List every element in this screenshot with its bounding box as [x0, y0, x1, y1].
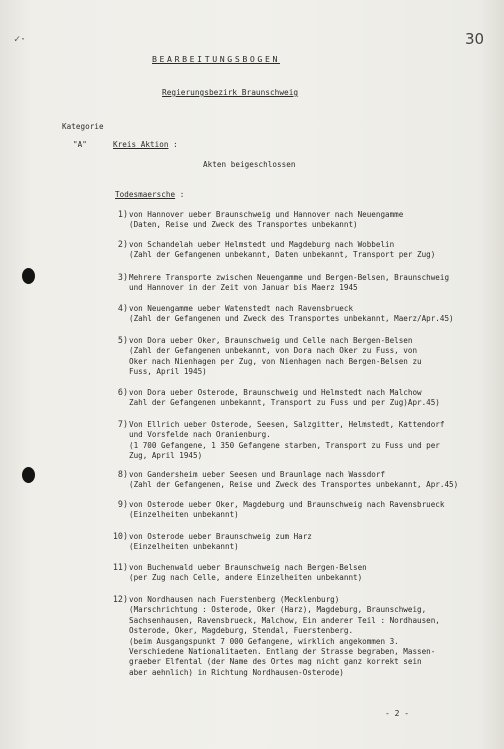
list-item-line: von Nordhausen nach Fuerstenberg (Mecklenburg)	[129, 595, 340, 604]
margin-mark: ✓·	[14, 34, 27, 45]
list-item-line: (1 700 Gefangene, 1 350 Gefangene starben, Transport zu Fuss und per	[129, 440, 440, 450]
page-number: 30	[465, 30, 485, 48]
list-item-line: (Zahl der Gefangenen und Zweck des Transportes unbekannt, Maerz/Apr.45)	[129, 314, 454, 324]
list-item-line: aber aehnlich) in Richtung Nordhausen-Osterode)	[129, 667, 344, 677]
kreis-aktion-heading	[113, 140, 178, 150]
kreis-aktion-colon: :	[168, 140, 178, 149]
list-item-line: (Einzelheiten unbekannt)	[129, 542, 239, 552]
list-item-number: 4)	[117, 303, 128, 313]
kreis-aktion-label: Kreis Aktion	[113, 140, 169, 149]
list-item-line: von Buchenwald ueber Braunschweig nach Bergen-Belsen	[129, 563, 367, 572]
list-item-line: Zahl der Gefangenen unbekannt, Transport zu Fuss und per Zug)Apr.45)	[129, 398, 440, 408]
list-item-line: (beim Ausgangspunkt 7 000 Gefangene, wirklich angekommen 3.	[129, 636, 399, 646]
list-item-number: 6)	[117, 387, 128, 397]
list-item-line: von Dora ueber Oker, Braunschweig und Celle nach Bergen-Belsen	[129, 336, 413, 345]
list-item-number: 12)	[112, 594, 128, 604]
akten-note: Akten beigeschlossen	[203, 160, 296, 169]
list-item-line: Sachsenhausen, Ravensbrueck, Malchow, Ein anderer Teil : Nordhausen,	[129, 615, 440, 625]
list-item-number: 5)	[117, 335, 128, 345]
list-item-line: von Osterode ueber Braunschweig zum Harz	[129, 532, 312, 541]
list-item-line: (Zahl der Gefangenen, Reise und Zweck des Transportes unbekannt, Apr.45)	[129, 480, 459, 490]
list-item-number: 10)	[112, 531, 128, 541]
list-item-line: Fuss, April 1945)	[129, 367, 207, 377]
list-item-line: Verschiedene Nationalitaeten. Entlang der Strasse begraben, Massen-	[129, 647, 436, 656]
list-item-number: 2)	[117, 239, 128, 249]
list-item-line: Von Ellrich ueber Osterode, Seesen, Salzgitter, Helmstedt, Kattendorf	[129, 420, 445, 429]
list-item-line: Osterode, Oker, Magdeburg, Stendal, Fuerstenberg.	[129, 626, 354, 636]
todesmarsche-heading	[115, 190, 184, 200]
list-item-number: 11)	[112, 562, 128, 572]
kategorie-label: Kategorie	[62, 122, 104, 131]
page-title: BEARBEITUNGSBOGEN	[152, 54, 280, 64]
page-footer: - 2 -	[385, 709, 410, 718]
list-item-number: 7)	[117, 419, 128, 429]
list-item-line: von Osterode ueber Oker, Magdeburg und Braunschweig nach Ravensbrueck	[129, 500, 445, 509]
list-item-line: Mehrere Transporte zwischen Neuengamme und Bergen-Belsen, Braunschweig	[129, 273, 450, 282]
list-item-number: 1)	[117, 209, 128, 219]
category-value: "A"	[73, 140, 87, 149]
list-item-number: 8)	[117, 469, 128, 479]
todesmarsche-label: Todesmaersche	[115, 190, 176, 199]
list-item-line: und Hannover in der Zeit von Januar bis Maerz 1945	[129, 283, 358, 293]
list-item-line: (Zahl der Gefangenen unbekannt, Daten unbekannt, Transport per Zug)	[129, 250, 436, 260]
list-item-line: und Vorsfelde nach Oranienburg.	[129, 430, 271, 440]
list-item-line: (Zahl der Gefangenen unbekannt, von Dora nach Oker zu Fuss, von	[129, 346, 418, 356]
list-item-number: 3)	[117, 272, 128, 282]
list-item-line: Zug, April 1945)	[129, 451, 203, 461]
list-item-line: von Schandelah ueber Helmstedt und Magdeburg nach Wobbelin	[129, 240, 395, 249]
list-item-line: (Marschrichtung : Osterode, Oker (Harz), Magdeburg, Braunschweig,	[129, 605, 427, 615]
todesmarsche-colon: :	[175, 190, 185, 199]
list-item-line: (per Zug nach Celle, andere Einzelheiten unbekannt)	[129, 573, 363, 583]
list-item-line: Oker nach Nienhagen per Zug, von Nienhagen nach Bergen-Belsen zu	[129, 356, 422, 366]
punch-hole	[22, 268, 35, 284]
list-item-number: 9)	[117, 499, 128, 509]
list-item-line: (Einzelheiten unbekannt)	[129, 510, 239, 520]
list-item-line: von Gandersheim ueber Seesen und Braunlage nach Wassdorf	[129, 470, 386, 479]
list-item-line: von Neuengamme ueber Watenstedt nach Ravensbrueck	[129, 304, 354, 313]
list-item-line: graeber Elfental (der Name des Ortes mag nicht ganz korrekt sein	[129, 657, 422, 667]
punch-hole	[22, 467, 35, 483]
region-heading: Regierungsbezirk Braunschweig	[162, 88, 299, 97]
list-item-line: von Hannover ueber Braunschweig und Hannover nach Neuengamme	[129, 210, 404, 219]
list-item-line: (Daten, Reise und Zweck des Transportes unbekannt)	[129, 220, 358, 230]
list-item-line: von Dora ueber Osterode, Braunschweig und Helmstedt nach Malchow	[129, 388, 422, 397]
